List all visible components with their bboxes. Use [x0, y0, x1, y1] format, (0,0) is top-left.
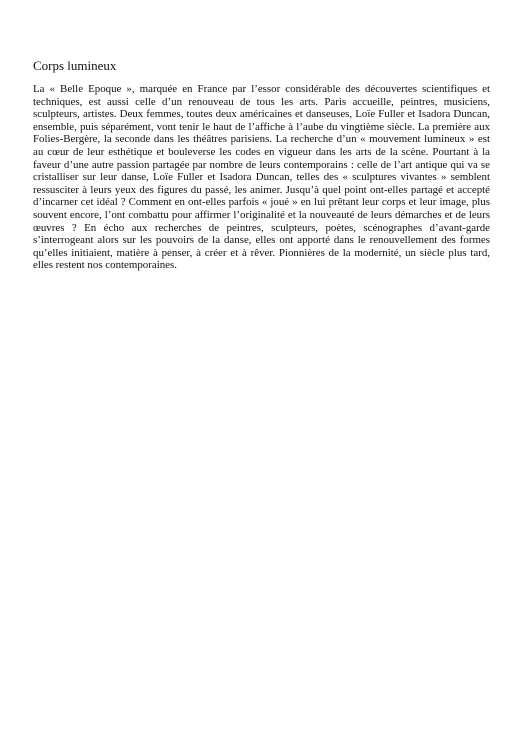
document-title: Corps lumineux: [33, 58, 117, 73]
document-paragraph: La « Belle Epoque », marquée en France par l’essor considérable des découvertes scientifiques et techniques, est aussi celle d’un renouveau de tous les arts. Paris accueille, peintres, musiciens, sculpteurs, artistes. Deux femmes, toutes deux américaines et danseuses, Loïe Fuller et Isadora Duncan, ensemble, puis séparément, vont tenir le haut de l’affiche à l’aube du vingtième siècle. La première aux Folies-Bergère, la seconde dans les théâtres parisiens. La recherche d’un « mouvement lumineux » est au cœur de leur esthétique et bouleverse les codes en vigueur dans les arts de la scène. Pourtant à la faveur d’une autre passion partagée par nombre de leurs contemporains : celle de l’art antique qui va se cristalliser sur leur danse, Loïe Fuller et Isadora Duncan, telles des « sculptures vivantes » semblent ressusciter à leurs yeux des figures du passé, les animer. Jusqu’à quel point ont-elles partagé et accepté d’incarner cet idéal ? Comment en ont-elles parfois « joué » en lui prêtant leur corps et leur image, plus souvent encore, l’ont combattu pour affirmer l’originalité et la nouveauté de leurs démarches et de leurs œuvres ? En écho aux recherches de peintres, sculpteurs, poètes, scénographes d’avant-garde s’interrogeant alors sur les pouvoirs de la danse, elles ont apporté dans le renouvellement des formes qu’elles initiaient, matière à penser, à créer et à rêver. Pionnières de la modernité, un siècle plus tard, elles restent nos contemporaines.: [33, 83, 490, 272]
